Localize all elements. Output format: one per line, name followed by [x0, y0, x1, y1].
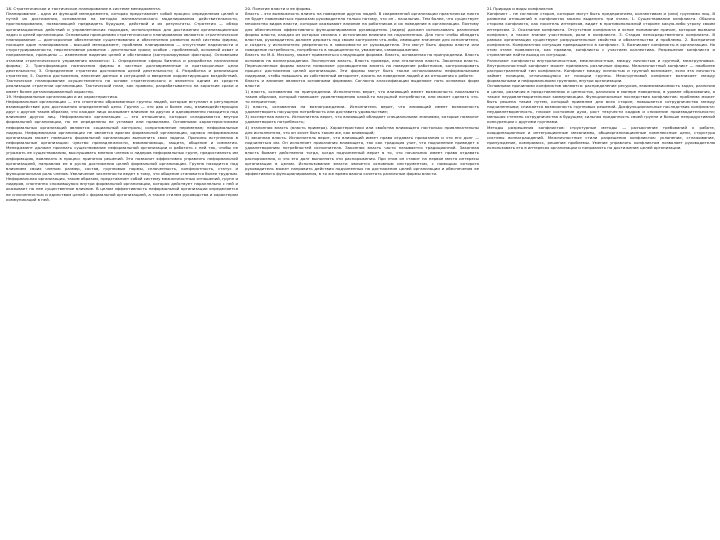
list-item-legitimate-power: 5) законная власть. Исполнитель верит, что влияющий имеет право отдавать приказания и что его долг — подчиняться им. Он исполняет приказания влияющего, так как традиция учит, что подчинение приведет к удовлетворению потребностей исполнителя. Законная власть часто называется традиционной. Законная власть бывает действенна тогда, когда подчиненный верит в то, что начальник имеет право отдавать распоряжения, и что его долг выполнять эти распоряжения. При этом он ставит на первое место интересы организации в целом. Использование власти является основным инструментом, с помощью которого руководитель может направить действия подчиненных на достижение целей организации и обеспечения ее эффективного функционирования, в то же время важно сочетать различные формы власти. — [245, 134, 479, 176]
text-column-1 — [6, 6, 238, 538]
section-heading-21: 21 Природа и виды конфликтов — [487, 6, 553, 11]
section-body-20-forms: Власть по М.Х. Мескону, может применяться следующим формам. Власть, основанная на принуждении. Власть основана на вознаграждении. Экспертная власть. Власть примера, или эталонная власть. Законная власть. Перечисленные формы власти позволяют руководителю влиять на поведение работников, контролировать процесс достижения целей организации. Эти формы могут быть также использованы неформальными лидерами, чтобы повышать их собственный авторитет, влиять на поведение людей и их отношения к работе. — [245, 52, 479, 79]
list-item-reward-power: 2) власть, основанная на вознаграждении. Исполнитель верит, что влияющий имеет возможность удовлетворить насущную потребность или доставить удовольствие; — [245, 103, 479, 115]
text-column-3 — [487, 6, 715, 538]
section-body-18: Планирование - одна из функций менеджмента, которая представляет собой процесс определения целей и путей их достижения, основанная на методах математического моделирования действительности, прогнозирования, позволяющей предвидеть будущее, действий и их результаты. Стратегия — обзор организационных действий и управленческих подходов, используемых для достижения организационных задач и целей организации. Основными принципами стратегического планирования являются: стратегическое планирование — долгосрочное обеспечение существования и обеспечения развития всей системы фирмы, носящее один планирования - высший менеджмент, проблема планирования — отсутствие надежности и структурированности, перспективное развитие - длительные сроки; особое - проблемный, основной охват и направления, принципы — изменение видения целей и обстановки (контролируемые факторы). Основными этапами стратегического управления являются: 1. Определение сферы бизнеса и разработка назначения фирмы; 2. Трансформация назначения фирмы в частные долговременные и краткосрочные цели деятельности; 3. Определение стратегии достижения целей деятельности; 4. Разработка и реализация стратегии; 5. Оценка достижения, внесение данных в ситуацией и введение корректирующих воздействий. Тактическое планирование осуществляется на основе стратегического и является одним из средств реализации стратегии организации. Тактический план, как правило, разрабатывается на короткие сроки и имеет более детализированный характер. — [6, 11, 238, 94]
section-body-19: Неформальные организации — это спонтанно образованные группы людей, которые вступают в регулярное взаимодействие для достижения определенной цели. Группа — это два и более лиц, взаимодействующих друг с другом таким образом, что каждое лицо оказывает влияние на других и одновременно находится под влиянием других лиц. Неформальная организация — это отношения, которые складываются внутри формальной организации, но не определены ее уставом или правилами. Основными характеристиками неформальных организаций являются: социальный контроль; сопротивление переменам; неформальные лидеры. Неформальная организация не является врагом формальной организации, однако неформальная организация может помешать формальной организации выполнить свои задачи. Причины вступления в неформальные организации: чувство принадлежности, взаимопомощь, защита, общение и симпатия. Менеджмент должен признать существование неформальной организации и работать с ней так, чтобы не угрожать ее существованию, выслушивать мнения членов и лидеров неформальных групп, предоставлять им информацию, вовлекать в процесс принятия решений. Это позволит эффективно управлять неформальной организацией, направляя ее в русло достижения целей формальной организации. Группа находится под влиянием своих членов: размер, состав, групповые нормы, сплоченность, конфликтность, статус и функциональная роль членов. Увеличение численности ведет к тому, что общение становится более трудным. Неформальная организация, таким образом, представляет собой систему межличностных отношений, групп и лидеров, спонтанно сложившуюся внутри формальной организации, которая действует параллельно с ней и оказывает на нее существенное влияние. В целом эффективность неформальной организации определяется ее сплоченностью и единством целей с формальной организацией, а также стилем руководства и характером коммуникаций в ней. — [6, 98, 238, 202]
text-column-2 — [245, 6, 479, 538]
section-heading-19: 19. Неформальные организации и их характеристика. — [6, 93, 119, 99]
section-body-21-stages: Конфликт – не согласие сторон, которые могут быть предприятием, коллективом и (или) группами лиц. В развитии отношений в конфликтах можно выделить три этапа. 1. Существование конфликта. Обычно сторона конфликта, как носитель интересов, видит в противоположной стороне какую-либо угрозу своим интересам. 2. Осознание конфликта. Отсутствие конфликта и ясное понимание причин, которые вызвали конфликт, а также знание участников, роли в конфликте. 3. Стадия непосредственного конфликта. В рамках организации существуют разрушительные свойства и обязательства и проблемы. 2. Восприятие конфликта. Конфликтная ситуация превращается в конфликт. 3. Возникают конфликты в организации. На этом этапе появляются, как правило, конфликты с участием коллектива. Разрешение конфликта и стремление найти выход из ситуации. — [487, 11, 715, 58]
list-item-expert-power: 3) экспертная власть. Исполнитель верит, что влияющий обладает специальными знаниями, которые позволят удовлетворить потребность; — [245, 114, 479, 125]
section-body-20-classification: Власть и влияние являются основными формами. Согласно классификации выделяют пять основных форм власти: — [245, 78, 479, 89]
list-item-coercive-power: 1) власть, основанная на принуждении. Исполнитель верит, что влияющий имеет возможность наказывать таким образом, который помешает удовлетворению какой-то насущной потребности, или может сделать что-то неприятное; — [245, 88, 479, 104]
section-body-21-types: Различают конфликты внутриличностные, межличностные, между личностью и группой, межгрупповые. Внутриличностный конфликт может принимать различные формы. Межличностный конфликт — наиболее распространенный тип конфликта. Конфликт между личностью и группой возникает, если эта личность займет позицию, отличающуюся от позиции группы. Межгрупповой конфликт возникает между формальными и неформальными группами, внутри организации. — [487, 57, 715, 84]
section-heading-20: 20. Понятие власти и ее формы. — [245, 6, 312, 11]
section-heading-18: 18. Стратегическое и тактическое планирование в системе менеджмента. — [6, 6, 161, 11]
section-body-21-methods: Методы разрешения конфликтов: структурные методы — разъяснение требований к работе, координационные и интеграционные механизмы, общеорганизационные комплексные цели, структура системы вознаграждений. Межличностные стили разрешения конфликтов: уклонение, сглаживание, принуждение, компромисс, решение проблемы. Умение управлять конфликтом позволяет руководителю использовать его в интересах организации и направлять на достижение целей организации. — [487, 124, 715, 151]
section-body-21-causes: Основными причинами конфликтов являются: распределение ресурсов, взаимозависимость задач, различия в целях, различия в представлениях и ценностях, различия в манере поведения, в уровне образования, а также неудовлетворительные коммуникации. Функциональные последствия конфликтов: проблема может быть решена таким путем, который приемлем для всех сторон; повышается сотрудничество между подчиненными; снижается возможность групповых решений. Дисфункциональные последствия конфликта: неудовлетворенность, плохое состояние духа, рост текучести кадров и снижение производительности; меньшая степень сотрудничества в будущем; сильная преданность своей группе и больше непродуктивной конкуренции с другими группами. — [487, 83, 715, 125]
section-body-20-intro: Власть – это возможность влиять на поведение других людей. В современной организации практически никто не будет повиноваться приказам руководителя только потому, что он - начальник. Тем более, что существует множество видов власти, которые оказывают влияние на работников и их поведение в организации. Поэтому для обеспечения эффективного функционирования руководитель (лидер) должен использовать различные формы власти, каждая из которых связана с источником влияния на подчиненных. Для того чтобы обладать властью, руководитель должен держать под своим контролем что-либо, имеющее значение для исполнителя, и создать у исполнителя уверенность в зависимости от руководителя. Это могут быть формы власти или поведение потребность, потребность в защищенности, уважении, самовыражении. — [245, 11, 479, 53]
list-item-referent-power: 4) эталонная власть (власть примера). Характеристики или свойства влияющего настолько привлекательны для исполнителя, что он хочет быть таким же, как влияющий; — [245, 124, 479, 135]
